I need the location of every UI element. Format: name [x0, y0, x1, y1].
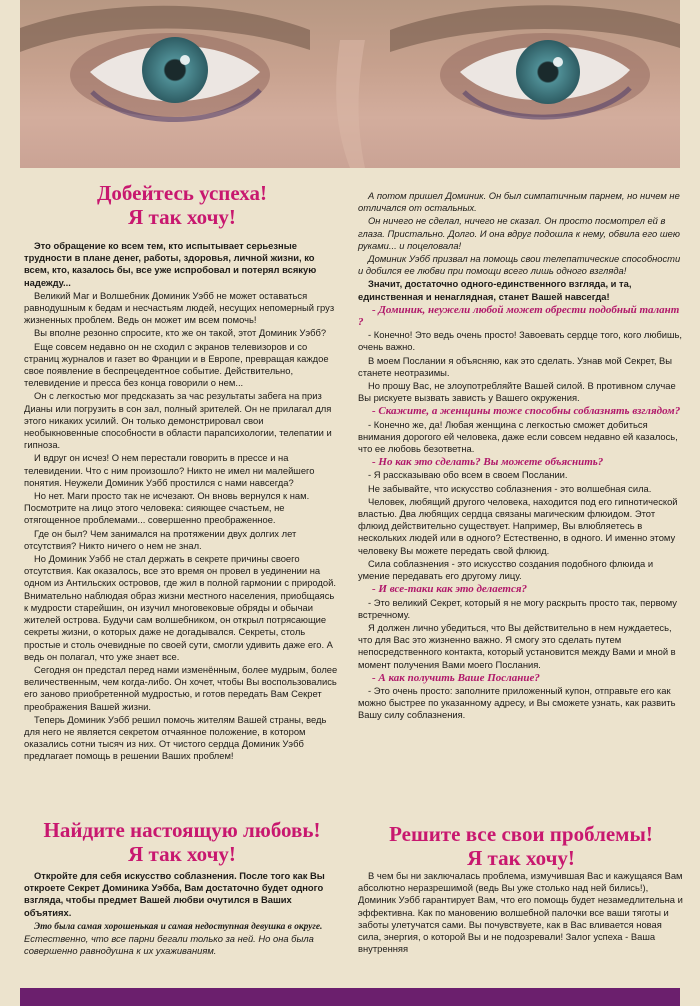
col2-paragraph: Не забывайте, что искусство соблазнения - это волшебная сила.	[368, 482, 652, 494]
heading-love-line1: Найдите настоящую любовь!	[43, 818, 321, 842]
col2-paragraph: Он ничего не сделал, ничего не сказал. Он просто посмотрел ей в глаза. Пристально. Долго. И она вдруг подошла к нему, обвила его шею руками... и поцеловала!	[358, 215, 680, 251]
col1-paragraph: Но нет. Маги просто так не исчезают. Он вновь вернулся к нам. Посмотрите на лицо этого человека: сияющее счастьем, не отягощенное проблемами... совершенно преображенное.	[24, 490, 310, 526]
heading-love-line2: Я так хочу!	[128, 842, 236, 866]
love-story-lead: Это была самая хорошенькая и самая недоступная девушка в округе.	[34, 921, 323, 932]
col2-paragraph: - Доминик, неужели любой может обрести подобный талант ?	[358, 303, 680, 329]
col2-paragraph: Я должен лично убедиться, что Вы действительно в нем нуждаетесь, что для Вас это жизненно важно. Я смогу это сделать путем непосредственного контакта, который установится между Вами и мной в момент получения Вами моего Послания.	[358, 621, 676, 670]
col1-paragraph: И вдруг он исчез! О нем перестали говорить в прессе и на телевидении. Что с ним произошло? Никто не имел ни малейшего понятия. Неужели Доминик Уэбб простился с нами навсегда?	[24, 452, 315, 488]
eyes-illustration	[20, 0, 680, 168]
col2-paragraph: - Конечно же, да! Любая женщина с легкостью сможет добиться внимания дорогого ей человека, даже если совсем недавно ей казалось, что ее любовь безответна.	[358, 418, 678, 455]
col1-paragraph: Вы вполне резонно спросите, кто же он такой, этот Доминик Уэбб?	[34, 327, 327, 339]
col1-paragraph: Великий Маг и Волшебник Доминик Уэбб не может оставаться равнодушным к бедам и несчастьям людей, несущих непомерный груз жизненных проблем. Ведь он может им всем помочь!	[24, 289, 335, 326]
love-intro-paragraph: Откройте для себя искусство соблазнения. После того как Вы откроете Секрет Доминика Уэбба, Вам достаточно будет одного взгляда, чтобы предмет Вашей любви очутился в Ваших объятиях.	[24, 870, 325, 918]
col1-paragraph: Еще совсем недавно он не сходил с экранов телевизоров и со страниц журналов и газет во Франции и в Европе, превращая каждое свое появление в беспрецедентное событие. Действительно, телевидение и пресса без конца говорили о нем...	[24, 340, 329, 389]
col2-paragraph: - Скажите, а женщины тоже способны соблазнять взглядом?	[372, 405, 681, 418]
love-story-paragraph	[24, 920, 340, 958]
col2-paragraph: Значит, достаточно одного-единственного взгляда, и та, единственная и ненаглядная, станет Вашей навсегда!	[358, 278, 632, 302]
col2-paragraph: - Я рассказываю обо всем в своем Послании.	[368, 469, 568, 481]
love-story-rest: Естественно, что все парни бегали только за ней. Но она была совершенно равнодушна к их ухаживаниям.	[24, 933, 314, 957]
heading-love	[24, 818, 340, 866]
col1-paragraph: Где он был? Чем занимался на протяжении двух долгих лет отсутствия? Никто ничего о нем не знал.	[24, 527, 297, 551]
heading-success-line1: Добейтесь успеха!	[96, 181, 268, 205]
heading-problems-line1: Решите все свои проблемы!	[389, 822, 653, 846]
col2-paragraph: - Конечно! Это ведь очень просто! Завоевать сердце того, кого любишь, очень важно.	[358, 329, 683, 353]
col2-paragraph: - Это очень просто: заполните приложенный купон, отправьте его как можно быстрее по указанному адресу, и Вы сможете узнать, как развить Вашу силу соблазнения.	[358, 684, 676, 721]
heading-problems	[358, 822, 684, 870]
col2-paragraph: Сила соблазнения - это искусство создания подобного флюида и умение передавать его другому лицу.	[358, 557, 654, 582]
eyes-photo	[20, 0, 680, 168]
col2-paragraph: Но прошу Вас, не злоупотребляйте Вашей силой. В противном случае Вы рискуете вызвать зависть у Вашего окружения.	[358, 380, 676, 404]
col1-paragraph: Но Доминик Уэбб не стал держать в секрете причины своего отсутствия. Как оказалось, все это время он провел в уединении на одном из Антильских островов, где жил в полной гармонии с природой. Внимательно наблюдая образ жизни местного населения, приобщаясь к мудрости старейшин, он изучил многовековые обряды и обычаи жителей острова. Будучи сам волшебником, он открыл потрясающие секреты жизни, о которых даже не догадывался. Секреты, столь простые и столь очевидные по своей сути, смогли удивить даже его. А ведь он полагал, что уже знает все.	[24, 553, 336, 662]
bottom-color-bar	[20, 988, 680, 1006]
love-section-text	[24, 870, 340, 958]
col2-paragraph: А потом пришел Доминик. Он был симпатичным парнем, но ничем не отличался от остальных.	[358, 190, 680, 214]
col1-paragraph: Он с легкостью мог предсказать за час результаты забега на приз Дианы или погрузить в сон зал, полный зрителей. Он не прилагал для этого никаких усилий. Он только демонстрировал свои необыкновенные способности в области парапсихологии, телепатии и гипноза.	[24, 390, 332, 451]
col2-paragraph: Доминик Уэбб призвал на помощь свои телепатические способности и добился ее любви при помощи всего лишь одного взгляда!	[358, 253, 681, 277]
col1-paragraph: Теперь Доминик Уэбб решил помочь жителям Вашей страны, ведь для него не является секретом отчаянное положение, в котором оказались сотни тысяч из них. От чистого сердца Доминик Уэбб предлагает помощь в решении Ваших проблем!	[24, 713, 327, 762]
col2-paragraph: - И все-таки как это делается?	[372, 583, 528, 596]
problems-section-text	[358, 870, 684, 956]
col2-paragraph: В моем Послании я объясняю, как это сделать. Узнав мой Секрет, Вы станете неотразимы.	[358, 354, 673, 378]
col2-paragraph: - Это великий Секрет, который я не могу раскрыть просто так, первому встречному.	[358, 596, 677, 620]
article-column-left	[24, 240, 340, 764]
heading-success-line2: Я так хочу!	[128, 205, 236, 229]
problems-paragraph: В чем бы ни заключалась проблема, измучившая Вас и кажущаяся Вам абсолютно неразрешимой (ведь Вы уже столько над ней бились!), Доминик Уэбб гарантирует Вам, что его помощь будет незамедлительна и эффективна. Как по мановению волшебной палочки все ваши тяготы и заботы улетучатся сами. Вы почувствуете, как в Вас вливается новая сила, энергия, о которой Вы и не подозревали! Залог успеха - Ваша внутренняя	[358, 870, 683, 955]
col2-paragraph: - А как получить Ваше Послание?	[372, 671, 540, 684]
col1-paragraph: Сегодня он предстал перед нами изменённым, более мудрым, более величественным, чем когда-либо. Он хочет, чтобы Вы воспользовались его заново приобретенной мудростью, и готов передать Вам Секрет преображения Вашей жизни.	[24, 663, 338, 712]
col2-paragraph: - Но как это сделать? Вы можете объяснить?	[372, 456, 604, 469]
col2-paragraph: Человек, любящий другого человека, находится под его гипнотической властью. Два любящих сердца связаны магическим флюидом. Этот флюид действительно существует. Например, Вы влюбляетесь в нескольких людей или в одного? Естественно, в одного. И именно этому человеку Вы можете передать свой флюид.	[358, 495, 678, 556]
heading-success	[24, 181, 340, 229]
article-column-right	[358, 190, 684, 723]
heading-problems-line2: Я так хочу!	[467, 846, 575, 870]
col1-paragraph: Это обращение ко всем тем, кто испытывает серьезные трудности в плане денег, работы, здоровья, личной жизни, ко всем, кто, казалось бы, все уже испробовал и потерял всякую надежду...	[24, 240, 317, 288]
